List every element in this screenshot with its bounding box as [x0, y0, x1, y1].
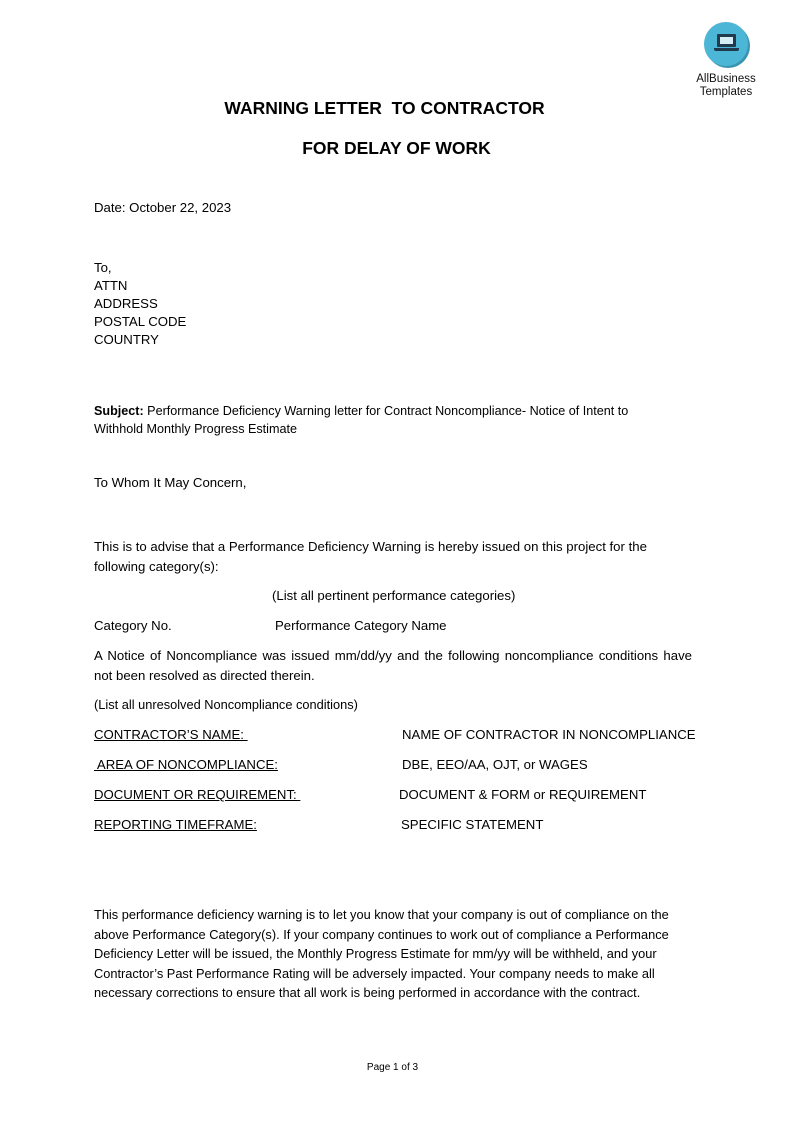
field-label-area: AREA OF NONCOMPLIANCE: [94, 757, 278, 772]
category-number-label: Category No. [94, 618, 172, 633]
list-categories-note: (List all pertinent performance categories) [272, 588, 516, 603]
field-value-document: DOCUMENT & FORM or REQUIREMENT [399, 787, 647, 802]
logo-line-2: Templates [699, 86, 753, 98]
subject-line-2: Withhold Monthly Progress Estimate [94, 422, 297, 436]
address-attn: ATTN [94, 278, 128, 293]
title-line-2: FOR DELAY OF WORK [302, 138, 491, 158]
logo-line-1: AllBusiness [696, 73, 756, 85]
address-country: COUNTRY [94, 332, 159, 347]
field-label-document: DOCUMENT OR REQUIREMENT: [94, 787, 301, 802]
advise-paragraph: This is to advise that a Performance Deficiency Warning is hereby issued on this project for the following category(s): [94, 539, 647, 574]
field-value-area: DBE, EEO/AA, OJT, or WAGES [402, 757, 588, 772]
laptop-icon [704, 22, 748, 66]
logo-text [690, 73, 762, 99]
noncompliance-notice: A Notice of Noncompliance was issued mm/dd/yy and the following noncompliance conditions have not been resolved as directed therein. [94, 648, 692, 683]
field-value-contractor-name: NAME OF CONTRACTOR IN NONCOMPLIANCE [402, 727, 696, 742]
subject-label: Subject: [94, 404, 144, 418]
address-postal-code: POSTAL CODE [94, 314, 187, 329]
allbusiness-logo [690, 22, 762, 99]
unresolved-note: (List all unresolved Noncompliance conditions) [94, 697, 358, 712]
salutation: To Whom It May Concern, [94, 475, 247, 490]
field-value-reporting: SPECIFIC STATEMENT [401, 817, 544, 832]
subject-text-1: Performance Deficiency Warning letter for Contract Noncompliance- Notice of Intent to [143, 404, 629, 418]
category-name-label: Performance Category Name [275, 618, 447, 633]
title-line-1: WARNING LETTER TO CONTRACTOR [224, 98, 545, 118]
field-label-contractor-name: CONTRACTOR’S NAME: [94, 727, 248, 742]
subject-line-1 [94, 402, 628, 420]
closing-paragraph: This performance deficiency warning is to let you know that your company is out of compliance on the above Performance Category(s). If your company continues to work out of compliance a Performance Deficiency Letter will be issued, the Monthly Progress Estimate for mm/yy will be withheld, and your Contractor’s Past Performance Rating will be adversely impacted. Your company needs to make all necessary corrections to ensure that all work is being performed in accordance with the contract. [94, 907, 669, 1000]
date-line: Date: October 22, 2023 [94, 200, 232, 215]
address-address: ADDRESS [94, 296, 158, 311]
page-number: Page 1 of 3 [366, 1062, 419, 1073]
address-to: To, [94, 260, 112, 275]
field-label-reporting: REPORTING TIMEFRAME: [94, 817, 257, 832]
